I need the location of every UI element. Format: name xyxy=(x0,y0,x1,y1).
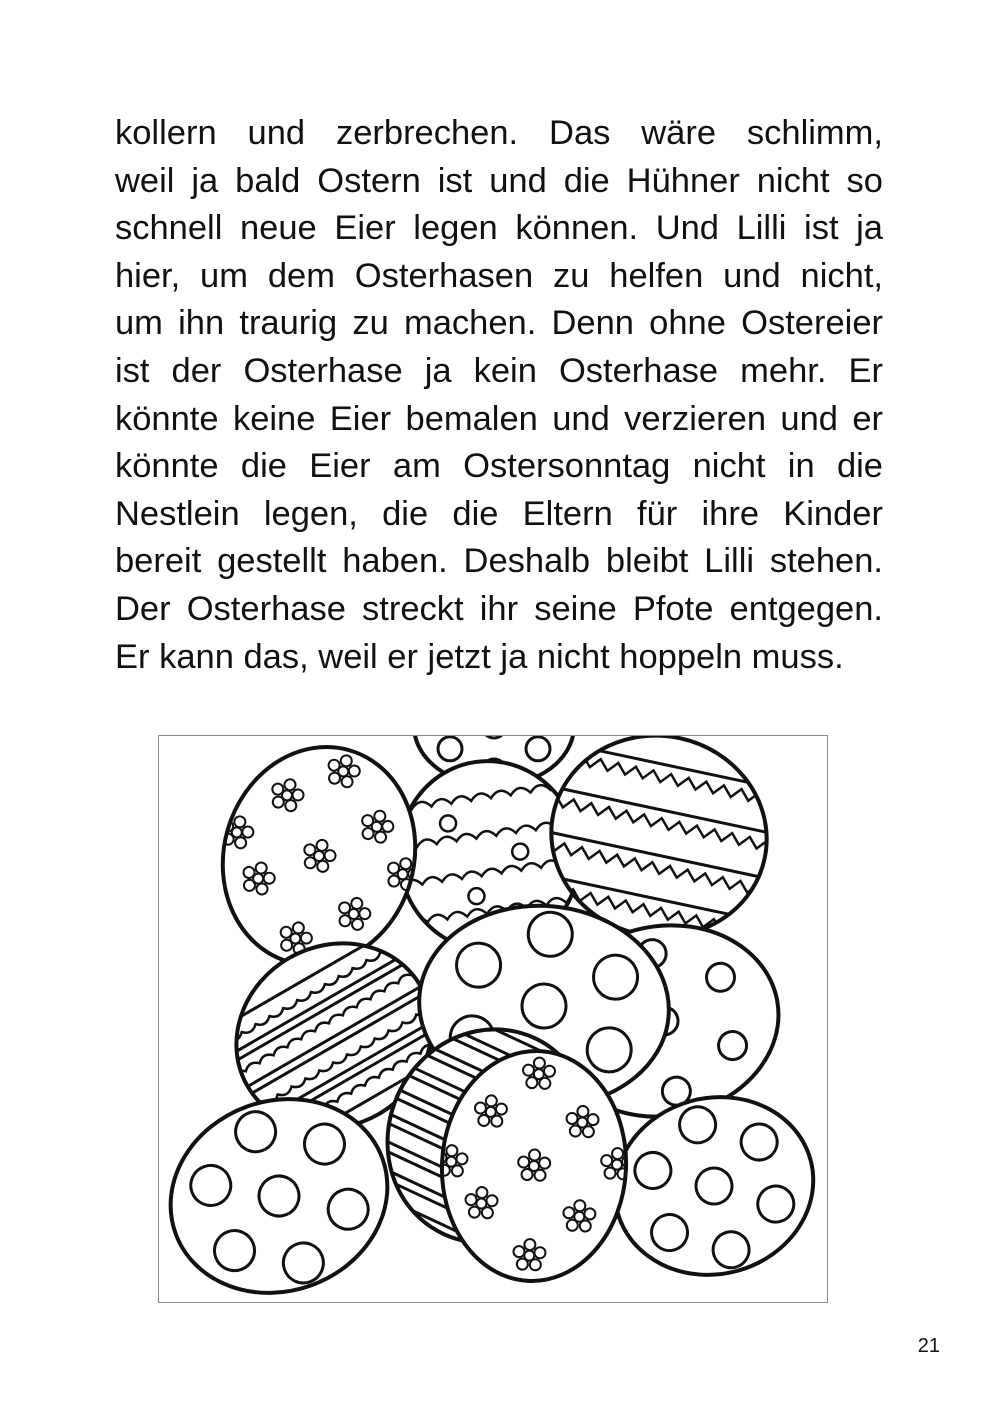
story-line: Er kann das, weil er jetzt ja nicht hoppeln muss. xyxy=(115,637,844,676)
easter-eggs-illustration xyxy=(158,735,828,1303)
story-line: bereit gestellt haben. Deshalb bleibt Lilli stehen. xyxy=(115,542,883,581)
page-number: 21 xyxy=(917,1335,940,1357)
story-line: könnte die Eier am Ostersonntag nicht in die xyxy=(115,447,883,486)
story-line: Nestlein legen, die die Eltern für ihre Kinder xyxy=(115,494,883,533)
story-line: hier, um dem Osterhasen zu helfen und nicht, xyxy=(115,256,883,295)
story-line: weil ja bald Ostern ist und die Hühner nicht so xyxy=(115,161,883,200)
story-line: um ihn traurig zu machen. Denn ohne Ostereier xyxy=(115,304,883,343)
story-line: ist der Osterhase ja kein Osterhase mehr. Er xyxy=(115,351,883,390)
story-text xyxy=(115,110,883,681)
story-line: Der Osterhase streckt ihr seine Pfote entgegen. xyxy=(115,589,883,628)
story-line: kollern und zerbrechen. Das wäre schlimm, xyxy=(115,114,883,152)
easter-eggs-drawing xyxy=(159,736,827,1302)
story-line: könnte keine Eier bemalen und verzieren und er xyxy=(115,399,883,438)
story-line: schnell neue Eier legen können. Und Lilli ist ja xyxy=(115,209,883,248)
